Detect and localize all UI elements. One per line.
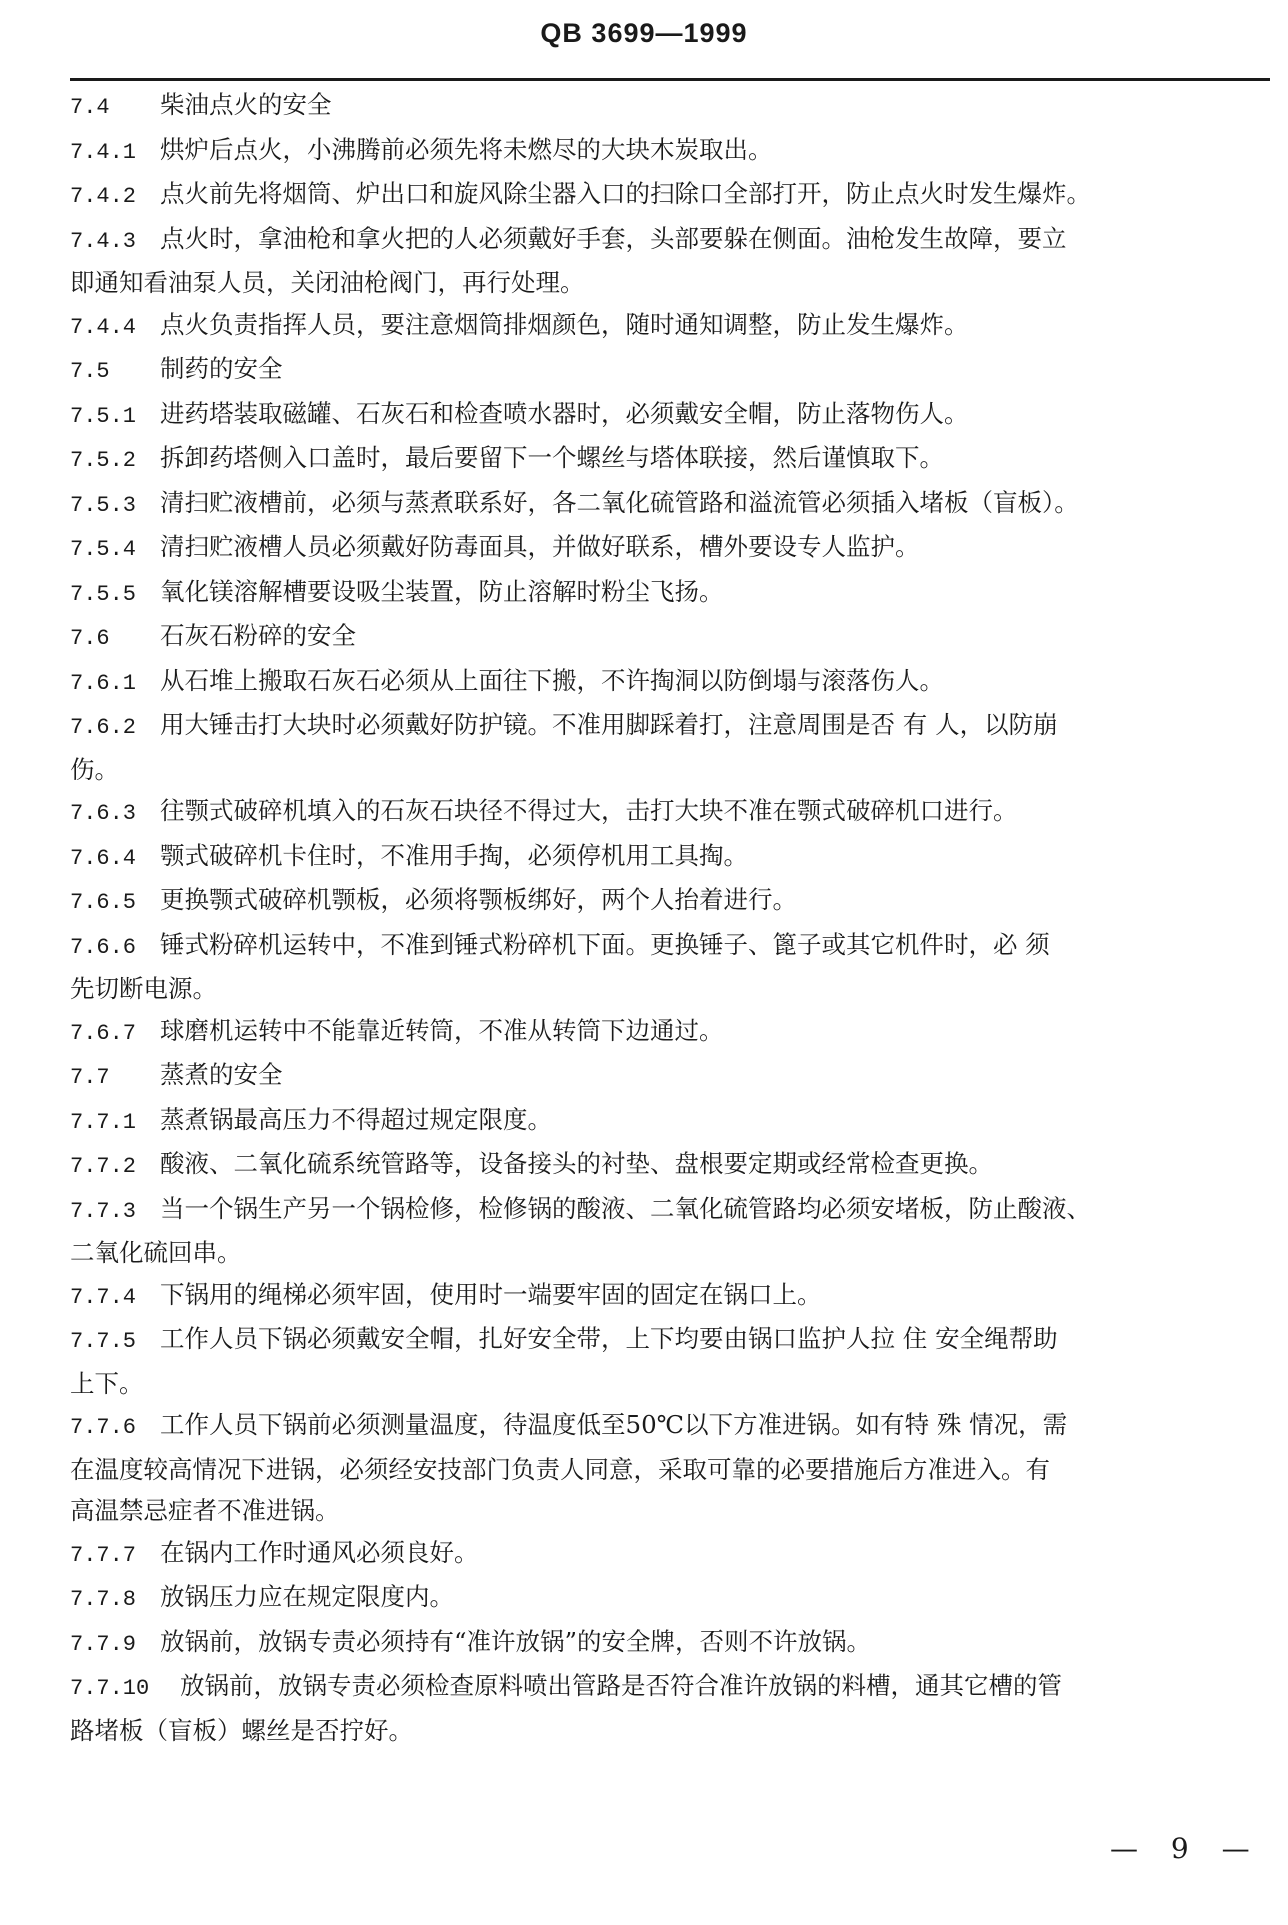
clause-text: 柴油点火的安全 xyxy=(160,90,332,119)
clause-number: 7.6.7 xyxy=(70,1020,137,1046)
clause-line xyxy=(70,393,1270,438)
clause-line xyxy=(70,615,1270,660)
clause-number: 7.7.10 xyxy=(70,1676,150,1701)
clause-line xyxy=(70,173,1270,218)
clause-continuation-line xyxy=(70,1232,1270,1274)
clause-number: 7.4.4 xyxy=(70,314,137,340)
clause-number: 7.7.8 xyxy=(70,1587,137,1612)
clause-number: 7.7 xyxy=(70,1065,110,1090)
clause-line xyxy=(70,1274,1270,1319)
clause-line xyxy=(70,482,1270,527)
clause-text: 在锅内工作时通风必须良好。 xyxy=(160,1537,479,1567)
clause-text: 上下。 xyxy=(70,1368,144,1398)
clause-number: 7.7.1 xyxy=(70,1109,137,1135)
clause-number: 7.7.3 xyxy=(70,1198,137,1224)
clause-line xyxy=(70,704,1270,749)
clause-line xyxy=(70,924,1270,969)
clause-number: 7.6.1 xyxy=(70,670,137,696)
clause-number: 7.7.6 xyxy=(70,1415,137,1440)
clause-line xyxy=(70,571,1270,616)
clause-text: 点火负责指挥人员，要注意烟筒排烟颜色，随时通知调整，防止发生爆炸。 xyxy=(160,309,969,339)
clause-number: 7.5.3 xyxy=(70,492,137,518)
clause-line xyxy=(70,1143,1270,1188)
clause-line xyxy=(70,1099,1270,1144)
clause-text: 当一个锅生产另一个锅检修，检修锅的酸液、二氧化硫管路均必须安堵板，防止酸液、 xyxy=(160,1193,1091,1223)
clause-text: 从石堆上搬取石灰石必须从上面往下搬，不许掏洞以防倒塌与滚落伤人。 xyxy=(160,665,944,695)
clause-text: 用大锤击打大块时必须戴好防护镜。不准用脚踩着打，注意周围是否 有 人，以防崩 xyxy=(160,710,1058,739)
clause-text: 点火前先将烟筒、炉出口和旋风除尘器入口的扫除口全部打开，防止点火时发生爆炸。 xyxy=(160,179,1091,208)
clause-line xyxy=(70,660,1270,705)
clause-number: 7.7.9 xyxy=(70,1631,137,1657)
clause-number: 7.6.2 xyxy=(70,715,137,740)
clause-number: 7.4.3 xyxy=(70,228,137,254)
clause-line xyxy=(70,348,1270,393)
clause-text: 在温度较高情况下进锅，必须经安技部门负责人同意，采取可靠的必要措施后方准进入。有 xyxy=(70,1454,1050,1484)
clause-line xyxy=(70,84,1270,129)
clause-text: 锤式粉碎机运转中，不准到锤式粉碎机下面。更换锤子、篦子或其它机件时，必 须 xyxy=(160,929,1050,959)
clause-text: 放锅前，放锅专责必须检查原料喷出管路是否符合准许放锅的料槽，通其它槽的管 xyxy=(180,1671,1062,1700)
clause-number: 7.4.2 xyxy=(70,184,137,209)
clause-continuation-line xyxy=(70,1449,1270,1491)
clause-line xyxy=(70,526,1270,571)
clause-text: 工作人员下锅前必须测量温度，待温度低至50℃以下方准进锅。如有特 殊 情况，需 xyxy=(160,1410,1068,1439)
clause-number: 7.7.4 xyxy=(70,1284,137,1310)
clause-text: 清扫贮液槽人员必须戴好防毒面具，并做好联系，槽外要设专人监护。 xyxy=(160,532,920,561)
clause-line xyxy=(70,1318,1270,1363)
clause-line xyxy=(70,790,1270,835)
clause-line xyxy=(70,129,1270,174)
clause-line xyxy=(70,1532,1270,1577)
clause-number: 7.7.7 xyxy=(70,1542,137,1568)
clause-text: 烘炉后点火，小沸腾前必须先将未燃尽的大块木炭取出。 xyxy=(160,134,773,164)
clause-continuation-line xyxy=(70,1710,1270,1752)
clause-text: 伤。 xyxy=(70,754,119,784)
document-body xyxy=(70,84,1270,1751)
clause-text: 拆卸药塔侧入口盖时，最后要留下一个螺丝与塔体联接，然后谨慎取下。 xyxy=(160,443,944,472)
clause-text: 制药的安全 xyxy=(160,354,283,383)
clause-number: 7.6.4 xyxy=(70,845,137,871)
clause-text: 放锅压力应在规定限度内。 xyxy=(160,1582,454,1611)
clause-line xyxy=(70,218,1270,263)
clause-text: 氧化镁溶解槽要设吸尘装置，防止溶解时粉尘飞扬。 xyxy=(160,576,724,606)
clause-continuation-line xyxy=(70,1490,1270,1532)
clause-number: 7.5.5 xyxy=(70,581,137,607)
document-code-header: QB 3699—1999 xyxy=(540,18,748,48)
clause-text: 即通知看油泵人员，关闭油枪阀门，再行处理。 xyxy=(70,268,585,297)
clause-number: 7.6.3 xyxy=(70,801,137,826)
clause-text: 往颚式破碎机填入的石灰石块径不得过大，击打大块不准在颚式破碎机口进行。 xyxy=(160,796,1018,825)
clause-text: 放锅前，放锅专责必须持有“准许放锅”的安全牌，否则不许放锅。 xyxy=(160,1626,872,1656)
clause-line xyxy=(70,1010,1270,1055)
clause-number: 7.5.4 xyxy=(70,537,137,562)
clause-number: 7.5 xyxy=(70,359,110,384)
clause-text: 更换颚式破碎机颚板，必须将颚板绑好，两个人抬着进行。 xyxy=(160,885,797,914)
clause-text: 进药塔装取磁罐、石灰石和检查喷水器时，必须戴安全帽，防止落物伤人。 xyxy=(160,398,969,428)
clause-number: 7.6.5 xyxy=(70,890,137,915)
clause-number: 7.5.1 xyxy=(70,403,137,429)
clause-text: 石灰石粉碎的安全 xyxy=(160,621,356,650)
clause-number: 7.7.5 xyxy=(70,1329,137,1354)
clause-line xyxy=(70,437,1270,482)
clause-line xyxy=(70,1665,1270,1710)
clause-text: 蒸煮锅最高压力不得超过规定限度。 xyxy=(160,1104,552,1134)
clause-number: 7.6.6 xyxy=(70,934,137,960)
clause-line xyxy=(70,1188,1270,1233)
clause-continuation-line xyxy=(70,749,1270,791)
clause-text: 点火时，拿油枪和拿火把的人必须戴好手套，头部要躲在侧面。油枪发生故障，要立 xyxy=(160,223,1067,253)
clause-line xyxy=(70,1621,1270,1666)
clause-number: 7.7.2 xyxy=(70,1154,137,1179)
clause-text: 二氧化硫回串。 xyxy=(70,1238,242,1267)
clause-continuation-line xyxy=(70,1363,1270,1405)
clause-text: 工作人员下锅必须戴安全帽，扎好安全带，上下均要由锅口监护人拉 住 安全绳帮助 xyxy=(160,1324,1058,1353)
clause-number: 7.6 xyxy=(70,626,110,651)
clause-line xyxy=(70,304,1270,349)
clause-number: 7.4.1 xyxy=(70,139,137,165)
clause-text: 下锅用的绳梯必须牢固，使用时一端要牢固的固定在锅口上。 xyxy=(160,1279,822,1309)
clause-number: 7.5.2 xyxy=(70,448,137,473)
clause-continuation-line xyxy=(70,968,1270,1010)
clause-text: 高温禁忌症者不准进锅。 xyxy=(70,1496,340,1525)
clause-text: 蒸煮的安全 xyxy=(160,1060,283,1089)
clause-line xyxy=(70,1054,1270,1099)
clause-text: 清扫贮液槽前，必须与蒸煮联系好，各二氧化硫管路和溢流管必须插入堵板（盲板）。 xyxy=(160,487,1079,517)
page-number: — 9 — xyxy=(1110,1832,1262,1865)
clause-text: 先切断电源。 xyxy=(70,974,217,1003)
clause-text: 颚式破碎机卡住时，不准用手掏，必须停机用工具掏。 xyxy=(160,840,748,870)
clause-text: 酸液、二氧化硫系统管路等，设备接头的衬垫、盘根要定期或经常检查更换。 xyxy=(160,1149,993,1178)
clause-number: 7.4 xyxy=(70,95,110,120)
clause-line xyxy=(70,1404,1270,1449)
clause-line xyxy=(70,1576,1270,1621)
header-rule xyxy=(70,78,1270,81)
clause-line xyxy=(70,835,1270,880)
clause-line xyxy=(70,879,1270,924)
clause-text: 路堵板（盲板）螺丝是否拧好。 xyxy=(70,1715,413,1745)
clause-continuation-line xyxy=(70,262,1270,304)
clause-text: 球磨机运转中不能靠近转筒，不准从转筒下边通过。 xyxy=(160,1015,724,1045)
